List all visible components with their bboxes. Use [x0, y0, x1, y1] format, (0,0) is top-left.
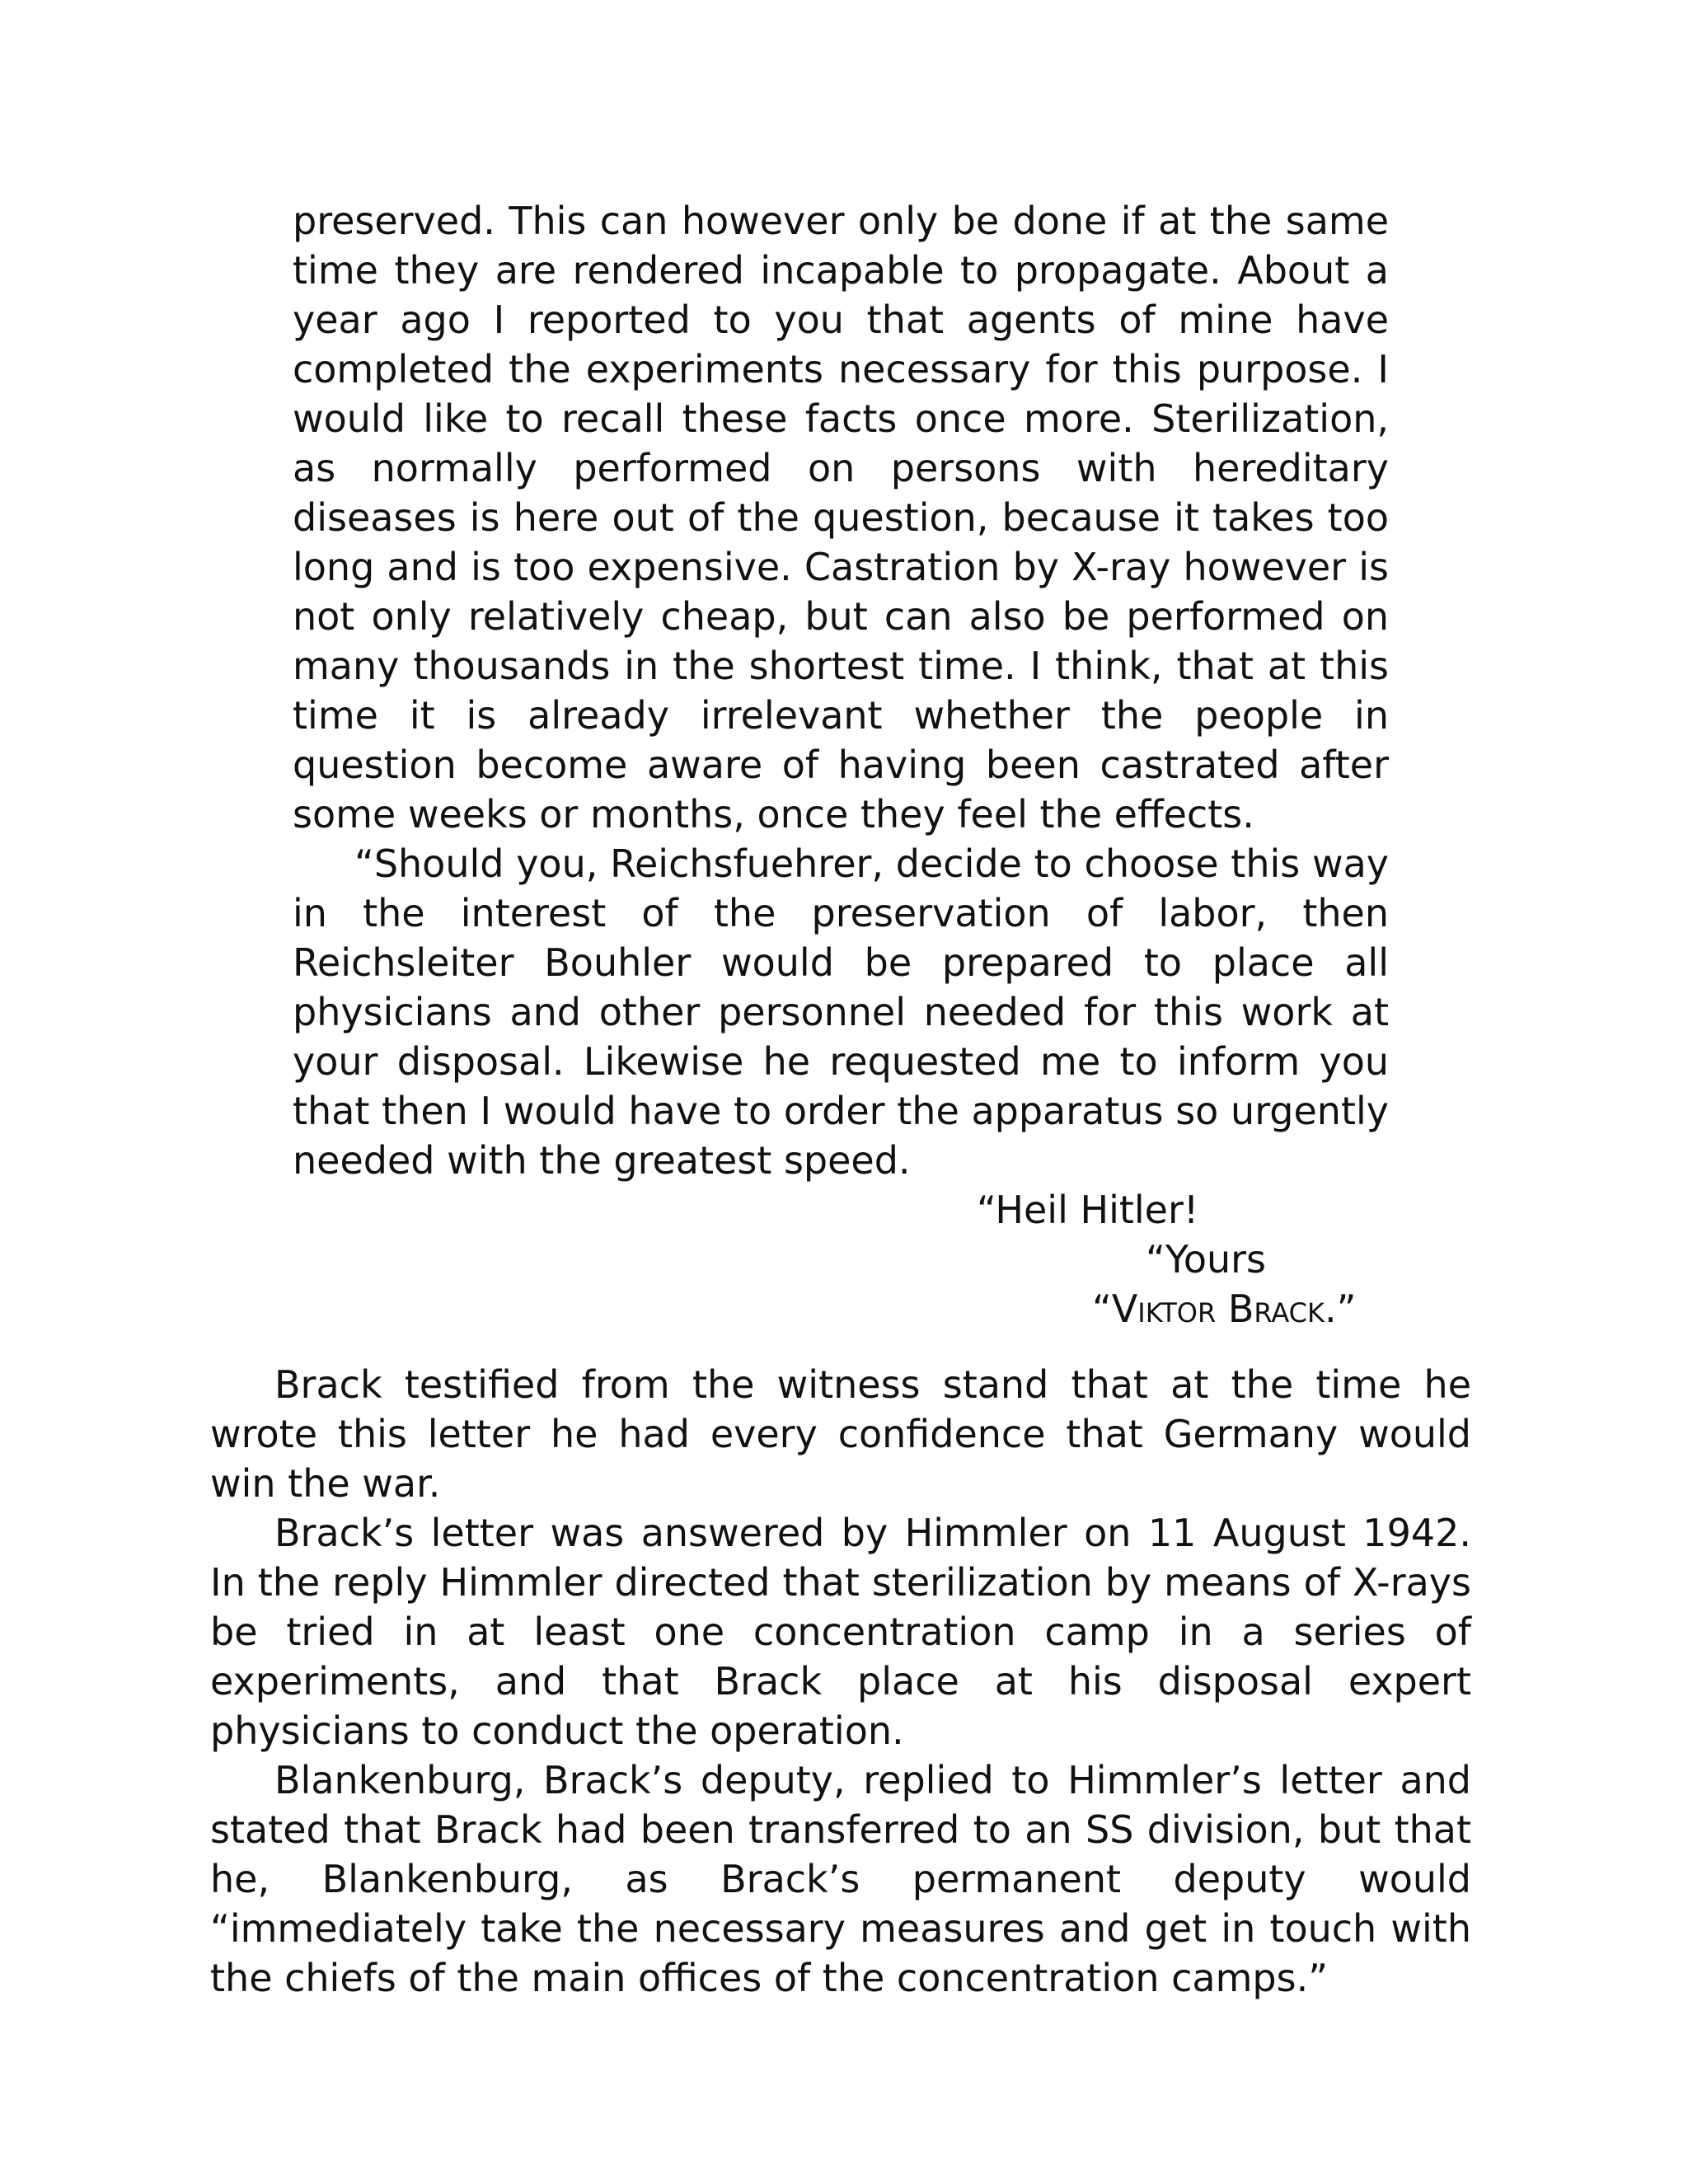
letter-paragraph-2: “Should you, Reichsfuehrer, decide to choose this way in the interest of the preservation of labor, then Reichsleiter Bouhler would be prepared to place all physicians and other personnel needed for this work at your disposal. Likewise he requested me to inform you that then I would have to order the apparatus so urgently needed with the greatest speed. — [293, 841, 1389, 1183]
body-paragraph-1: Brack testified from the witness stand that at the time he wrote this letter he had every confidence that Germany would win the war. — [210, 1362, 1471, 1506]
letter-paragraph-1: preserved. This can however only be done if at the same time they are rendered incapable to propagate. About a year ago I reported to you that agents of mine have completed the experiments necessary for this purpose. I would like to recall these facts once more. Sterilization, as normally performed on persons with hereditary diseases is here out of the question, because it takes too long and is too expensive. Castration by X-ray however is not only relatively cheap, but can also be performed on many thousands in the shortest time. I think, that at this time it is already irrelevant whether the people in question become aware of having been castrated after some weeks or months, once they feel the effects. — [293, 199, 1389, 837]
body-paragraph-2: Brack’s letter was answered by Himmler on 11 August 1942. In the reply Himmler directed that sterilization by means of X-rays be tried in at least one concentration camp in a series of experiments, and that Brack place at his disposal expert physicians to conduct the operation. — [210, 1511, 1471, 1753]
body-paragraph-3: Blankenburg, Brack’s deputy, replied to Himmler’s letter and stated that Brack had been transferred to an SS division, but that he, Blankenburg, as Brack’s permanent deputy would “immediately take the necessary measures and get in touch with the chiefs of the main offices of the concentration camps.” — [210, 1758, 1471, 2000]
quoted-letter — [293, 196, 1389, 1333]
narrative-text — [210, 1360, 1471, 2003]
letter-signature: “Viktor Brack.” — [1092, 1286, 1357, 1331]
letter-closing-salute: “Heil Hitler! — [977, 1188, 1199, 1232]
letter-closing-yours: “Yours — [1146, 1237, 1266, 1282]
